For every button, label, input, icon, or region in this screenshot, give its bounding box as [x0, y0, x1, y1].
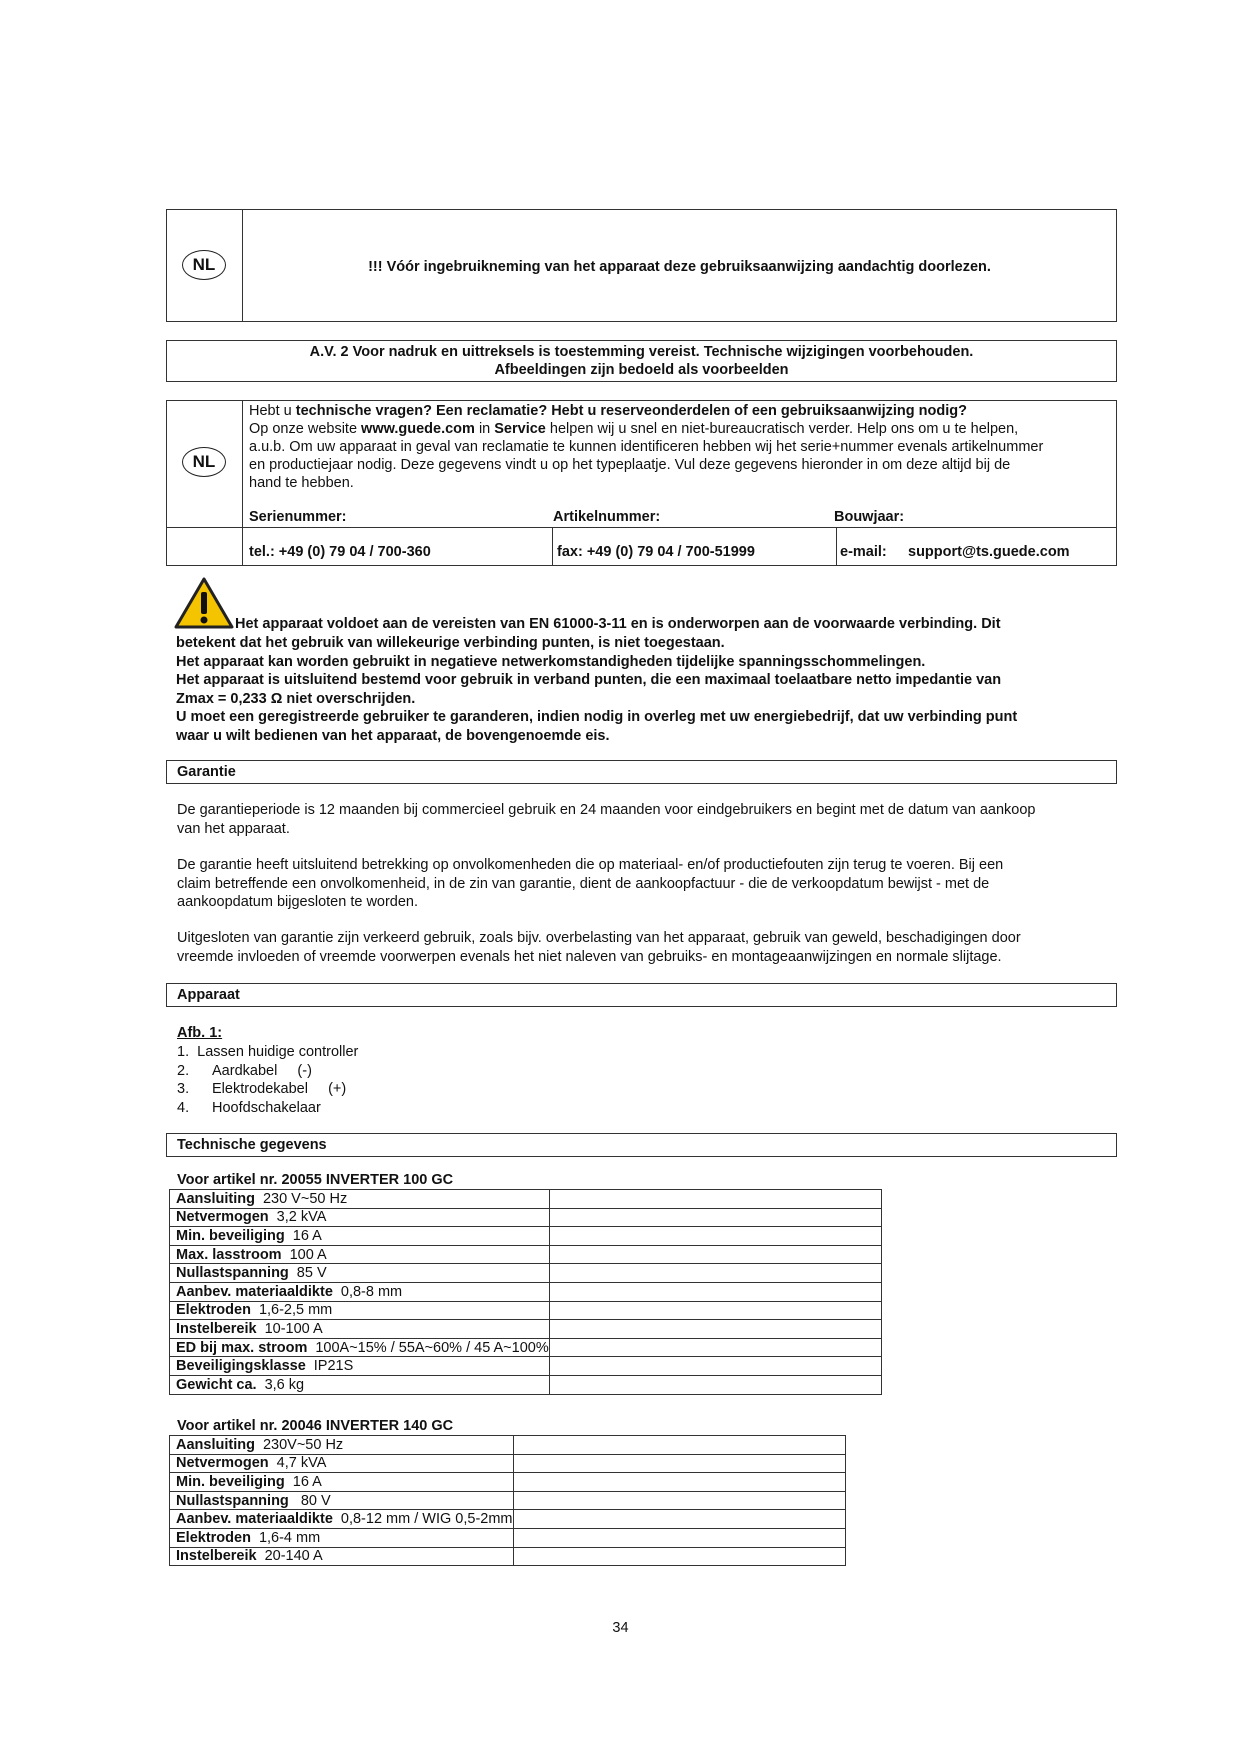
garantie-paragraph-3	[177, 929, 1117, 966]
table-row	[170, 1473, 846, 1492]
warning-line-1: Het apparaat voldoet aan de vereisten van EN 61000-3-11 en is onderworpen aan de voorwaarde verbinding. Dit	[235, 616, 1001, 632]
spec-value: 3,6 kg	[264, 1376, 305, 1393]
support-question-bold: technische vragen? Een reclamatie? Hebt u reserveonderdelen of een gebruiksaanwijzing nodig?	[295, 403, 967, 419]
warning-line-2: betekent dat het gebruik van willekeurige verbinding punten, is niet toegestaan.	[176, 635, 725, 651]
spec-value: 4,7 kVA	[276, 1455, 327, 1472]
table-row	[170, 1245, 882, 1264]
garantie-paragraph-2	[177, 856, 1117, 912]
contact-divider-1	[552, 527, 553, 565]
email-label: e-mail:	[840, 544, 887, 560]
fax: fax: +49 (0) 79 04 / 700-51999	[557, 544, 755, 560]
spec-empty-cell	[549, 1338, 881, 1357]
warning-line-7: waar u wilt bedienen van het apparaat, de bovengenoemde eis.	[176, 727, 610, 744]
list-item-text: Lassen huidige controller	[197, 1044, 359, 1060]
telephone: tel.: +49 (0) 79 04 / 700-360	[249, 544, 431, 560]
nl-language-badge-support: NL	[182, 447, 226, 477]
year-label: Bouwjaar:	[834, 509, 905, 525]
spec-empty-cell	[549, 1190, 881, 1209]
spec-value: 230V~50 Hz	[262, 1436, 344, 1453]
spec-value: 20-140 A	[264, 1548, 323, 1565]
spec-empty-cell	[549, 1208, 881, 1227]
table-row	[170, 1357, 882, 1376]
spec-cell	[170, 1528, 514, 1547]
spec-value: 80 V	[296, 1492, 331, 1509]
spec-value: 100A~15% / 55A~60% / 45 A~100%	[315, 1339, 549, 1356]
garantie-p3-line-1: Uitgesloten van garantie zijn verkeerd gebruik, zoals bijv. overbelasting van het apparaat, gebruik van geweld, beschadigingen door	[177, 930, 1021, 946]
table-row	[170, 1227, 882, 1246]
table-row	[170, 1264, 882, 1283]
copyright-box	[166, 340, 1117, 382]
spec-label: Min. beveiliging	[176, 1227, 285, 1244]
contact-divider-2	[836, 527, 837, 565]
table-row	[170, 1491, 846, 1510]
spec-label: ED bij max. stroom	[176, 1339, 308, 1356]
table-row	[170, 1208, 882, 1227]
list-item-number: 2.	[177, 1062, 190, 1079]
spec-value: 0,8-12 mm / WIG 0,5-2mm	[340, 1511, 513, 1528]
spec-label: Elektroden	[176, 1302, 251, 1319]
spec-cell	[170, 1375, 550, 1394]
spec-label: Min. beveiliging	[176, 1473, 285, 1490]
article-number-label: Artikelnummer:	[553, 509, 661, 525]
spec-cell	[170, 1357, 550, 1376]
garantie-p2-line-3: aankoopdatum bijgesloten te worden.	[177, 894, 419, 910]
spec-cell	[170, 1227, 550, 1246]
support-question-line	[249, 402, 1115, 420]
spec-label: Aansluiting	[176, 1436, 255, 1453]
list-item	[177, 1062, 358, 1081]
warning-line-5: Zmax = 0,233 Ω niet overschrijden.	[176, 690, 416, 707]
support-line-5: hand te hebben.	[249, 475, 354, 491]
warning-line-3: Het apparaat kan worden gebruikt in negatieve netwerkomstandigheden tijdelijke spanningsschommelingen.	[176, 653, 926, 670]
spec-empty-cell	[549, 1357, 881, 1376]
list-item-text: Elektrodekabel (+)	[212, 1081, 347, 1097]
garantie-p1-line-2: van het apparaat.	[177, 820, 290, 837]
list-item-number: 1.	[177, 1044, 190, 1060]
spec-cell	[170, 1301, 550, 1320]
support-divider-vertical	[242, 401, 243, 565]
spec-cell	[170, 1320, 550, 1339]
table-row	[170, 1320, 882, 1339]
header-box	[166, 209, 1117, 322]
spec-value: 16 A	[292, 1227, 322, 1244]
service-label: Service	[494, 421, 546, 437]
spec-empty-cell	[513, 1473, 845, 1492]
table-row	[170, 1375, 882, 1394]
spec-cell	[170, 1510, 514, 1529]
support-website-line	[249, 420, 1115, 438]
warning-line-6: U moet een geregistreerde gebruiker te garanderen, indien nodig in overleg met uw energiebedrijf, dat uw verbinding punt	[176, 709, 1018, 725]
spec-empty-cell	[513, 1510, 845, 1529]
table-row	[170, 1282, 882, 1301]
support-box	[166, 400, 1117, 566]
read-manual-notice: !!! Vóór ingebruikneming van het apparaat deze gebruiksaanwijzing aandachtig doorlezen.	[368, 259, 991, 275]
serial-number-label: Serienummer:	[249, 509, 347, 525]
spec-label: Instelbereik	[176, 1320, 257, 1337]
website-link[interactable]: www.guede.com	[361, 421, 475, 437]
spec-empty-cell	[549, 1320, 881, 1339]
table-row	[170, 1510, 846, 1529]
technical-data-section-header: Technische gegevens	[166, 1133, 1117, 1157]
spec-label: Elektroden	[176, 1529, 251, 1546]
warning-body	[176, 634, 1116, 745]
support-line-3: a.u.b. Om uw apparaat in geval van reclamatie te kunnen identificeren hebben wij het serie+nummer evenals artikelnummer	[249, 439, 1044, 455]
garantie-paragraph-1	[177, 801, 1117, 838]
spec-cell	[170, 1190, 550, 1209]
garantie-p2-line-2: claim betreffende een onvolkomenheid, in de zin van garantie, dient de aankoopfactuur - die de verkoopdatum bewijst - met de	[177, 875, 990, 892]
support-line-4: en productiejaar nodig. Deze gegevens vindt u op het typeplaatje. Vul deze gegevens hieronder in om deze altijd bij de	[249, 457, 1011, 473]
spec-empty-cell	[513, 1491, 845, 1510]
table-2-caption: Voor artikel nr. 20046 INVERTER 140 GC	[177, 1418, 454, 1434]
list-item-number: 3.	[177, 1081, 190, 1097]
garantie-p1-line-1: De garantieperiode is 12 maanden bij commercieel gebruik en 24 maanden voor eindgebruikers en begint met de datum van aankoop	[177, 802, 1036, 818]
spec-cell	[170, 1436, 514, 1455]
support-text	[249, 402, 1115, 492]
table-row	[170, 1190, 882, 1209]
apparaat-section-header: Apparaat	[166, 983, 1117, 1007]
email-address[interactable]: support@ts.guede.com	[908, 544, 1070, 560]
spec-empty-cell	[513, 1454, 845, 1473]
spec-label: Gewicht ca.	[176, 1376, 257, 1393]
table-row	[170, 1301, 882, 1320]
spec-value: 3,2 kVA	[276, 1209, 327, 1226]
table-row	[170, 1547, 846, 1566]
spec-empty-cell	[513, 1528, 845, 1547]
spec-cell	[170, 1547, 514, 1566]
list-item	[177, 1080, 358, 1099]
spec-cell	[170, 1473, 514, 1492]
spec-empty-cell	[513, 1547, 845, 1566]
spec-cell	[170, 1245, 550, 1264]
spec-value: 230 V~50 Hz	[262, 1190, 348, 1207]
spec-label: Aanbev. materiaaldikte	[176, 1511, 333, 1528]
spec-cell	[170, 1338, 550, 1357]
parts-list	[177, 1043, 358, 1117]
spec-label: Nullastspanning	[176, 1265, 289, 1282]
spec-cell	[170, 1264, 550, 1283]
spec-empty-cell	[513, 1436, 845, 1455]
support-website-text-1: Op onze website	[249, 421, 362, 437]
spec-empty-cell	[549, 1264, 881, 1283]
garantie-section-header: Garantie	[166, 760, 1117, 784]
spec-label: Instelbereik	[176, 1548, 257, 1565]
garantie-p2-line-1: De garantie heeft uitsluitend betrekking op onvolkomenheden die op materiaal- en/of productiefouten zijn terug te voeren. Bij een	[177, 857, 1004, 873]
spec-cell	[170, 1491, 514, 1510]
table-1-caption: Voor artikel nr. 20055 INVERTER 100 GC	[177, 1172, 454, 1188]
support-question-prefix: Hebt u	[249, 403, 296, 419]
warning-line-4: Het apparaat is uitsluitend bestemd voor gebruik in verband punten, die een maximaal toelaatbare netto impedantie van	[176, 672, 1002, 688]
list-item-text: Hoofdschakelaar	[212, 1099, 321, 1116]
spec-empty-cell	[549, 1282, 881, 1301]
spec-label: Max. lasstroom	[176, 1246, 282, 1263]
spec-value: 0,8-8 mm	[340, 1283, 403, 1300]
spec-label: Beveiligingsklasse	[176, 1358, 306, 1375]
nl-language-badge: NL	[182, 250, 226, 280]
spec-label: Aansluiting	[176, 1190, 255, 1207]
table-row	[170, 1436, 846, 1455]
figure-label: Afb. 1:	[177, 1025, 223, 1041]
list-item-number: 4.	[177, 1099, 190, 1116]
spec-label: Aanbev. materiaaldikte	[176, 1283, 333, 1300]
support-divider-horizontal	[167, 527, 1116, 528]
table-row	[170, 1528, 846, 1547]
spec-label: Netvermogen	[176, 1455, 269, 1472]
spec-cell	[170, 1454, 514, 1473]
spec-table-inverter-100	[169, 1189, 882, 1395]
spec-cell	[170, 1208, 550, 1227]
spec-empty-cell	[549, 1227, 881, 1246]
copyright-line-1: A.V. 2 Voor nadruk en uittreksels is toestemming vereist. Technische wijzigingen voorbehouden.	[309, 344, 974, 360]
spec-cell	[170, 1282, 550, 1301]
table-row	[170, 1454, 846, 1473]
spec-empty-cell	[549, 1375, 881, 1394]
list-item-text: Aardkabel (-)	[212, 1062, 312, 1079]
page-number: 34	[612, 1620, 629, 1636]
list-item	[177, 1043, 358, 1062]
spec-value: 85 V	[296, 1265, 327, 1282]
support-website-text-2: in	[474, 421, 495, 437]
spec-value: 100 A	[289, 1246, 327, 1263]
copyright-line-2: Afbeeldingen zijn bedoeld als voorbeelden	[494, 362, 789, 378]
spec-value: 1,6-4 mm	[258, 1529, 321, 1546]
spec-value: 10-100 A	[264, 1320, 323, 1337]
spec-value: 1,6-2,5 mm	[258, 1302, 333, 1319]
spec-label: Netvermogen	[176, 1209, 269, 1226]
support-website-text-3: helpen wij u snel en niet-bureaucratisch verder. Help ons om u te helpen,	[545, 421, 1019, 437]
spec-label: Nullastspanning	[176, 1492, 289, 1509]
spec-value: 16 A	[292, 1473, 322, 1490]
warning-triangle-icon	[174, 577, 234, 629]
garantie-p3-line-2: vreemde invloeden of vreemde voorwerpen evenals het niet naleven van gebruiks- en montageaanwijzingen en normale slijtage.	[177, 948, 1002, 965]
list-item	[177, 1099, 358, 1118]
table-row	[170, 1338, 882, 1357]
spec-empty-cell	[549, 1301, 881, 1320]
spec-table-inverter-140	[169, 1435, 846, 1566]
spec-empty-cell	[549, 1245, 881, 1264]
spec-value: IP21S	[313, 1358, 354, 1375]
